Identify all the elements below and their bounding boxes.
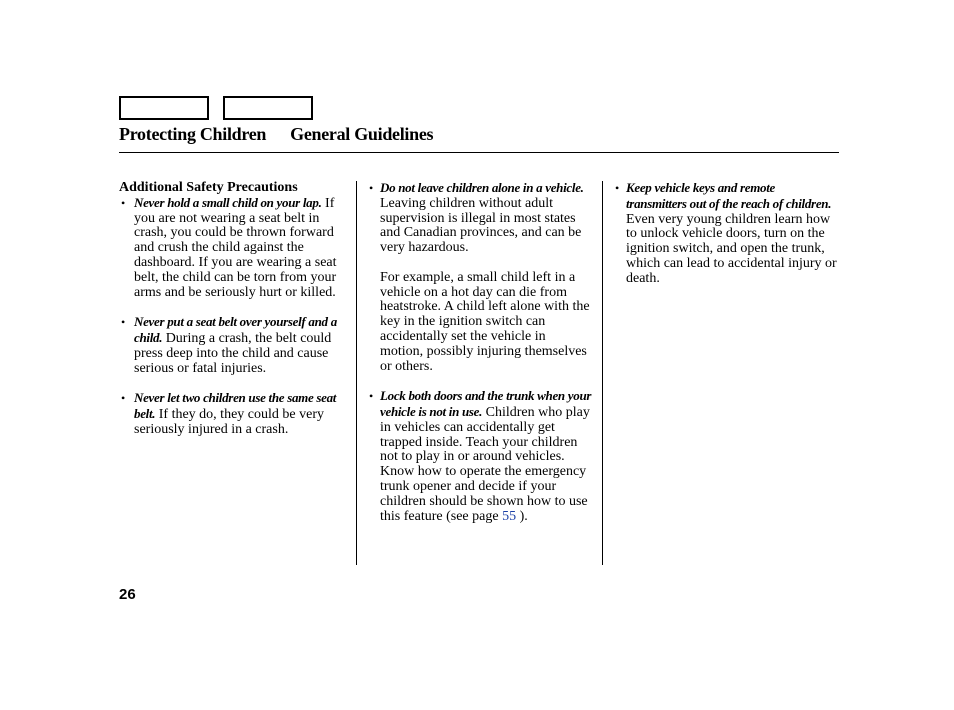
list-item: [119, 391, 349, 437]
section-title: Protecting Children: [119, 124, 267, 144]
column-divider: [602, 181, 603, 565]
item-text: If you are not wearing a seat belt in crash, you could be thrown forward and crush the child against the dashboard. If you are wearing a seat belt, the child can be torn from your arms and be seriously hurt or killed.: [134, 195, 337, 300]
item-lead: Never let two children use the same seat belt.: [134, 390, 337, 421]
paragraph: For example, a small child left in a vehicle on a hot day can die from heatstroke. A child left alone with the key in the ignition switch can accidentally set the vehicle in motion, possibly injuring themselves or others.: [380, 269, 590, 374]
column-middle: [370, 181, 592, 539]
subsection-title: General Guidelines: [290, 124, 434, 144]
column-left: [119, 181, 349, 452]
item-lead: Keep vehicle keys and remote transmitters out of the reach of children.: [626, 180, 832, 211]
bullet-icon: •: [369, 389, 374, 404]
column-divider: [356, 181, 357, 565]
item-lead: Lock both doors and the trunk when your vehicle is not in use.: [380, 388, 592, 419]
item-text: Children who play in vehicles can accidentally get trapped inside. Teach your children not to play in or around vehicles. Know how to operate the emergency trunk opener and decide if your children should be shown how to use this feature (see page: [380, 404, 590, 524]
item-lead: Do not leave children alone in a vehicle.: [380, 180, 584, 195]
list-item: [616, 181, 838, 287]
next-page-button[interactable]: [223, 96, 313, 120]
bullet-icon: •: [615, 181, 620, 195]
item-text: Leaving children without adult supervision is illegal in most states and Canadian provinces, and can be very hazardous.: [380, 195, 582, 256]
page-number: 26: [119, 586, 136, 603]
item-lead: Never hold a small child on your lap.: [134, 194, 322, 210]
item-text: If they do, they could be very seriously injured in a crash.: [134, 406, 324, 437]
section-heading: Additional Safety Precautions: [119, 180, 298, 195]
list-item: [370, 181, 592, 256]
bullet-icon: •: [121, 315, 126, 330]
item-lead: Never put a seat belt over yourself and a child.: [134, 314, 337, 345]
page-title: [119, 124, 433, 145]
previous-page-button[interactable]: [119, 96, 209, 120]
column-right: [616, 181, 838, 301]
list-item: [119, 315, 349, 376]
page-link[interactable]: 55: [502, 508, 517, 524]
bullet-icon: •: [369, 181, 374, 195]
list-item: [370, 389, 592, 524]
item-text: Even very young children learn how to unlock vehicle doors, turn on the ignition switch, and open the trunk, which can lead to accidental injury or death.: [626, 211, 837, 286]
list-item: [119, 196, 349, 301]
item-text-tail: ).: [516, 508, 528, 524]
item-text: During a crash, the belt could press deep into the child and cause serious or fatal injuries.: [134, 330, 332, 376]
bullet-icon: •: [121, 195, 126, 210]
bullet-icon: •: [121, 391, 126, 406]
header-rule: [119, 152, 839, 153]
